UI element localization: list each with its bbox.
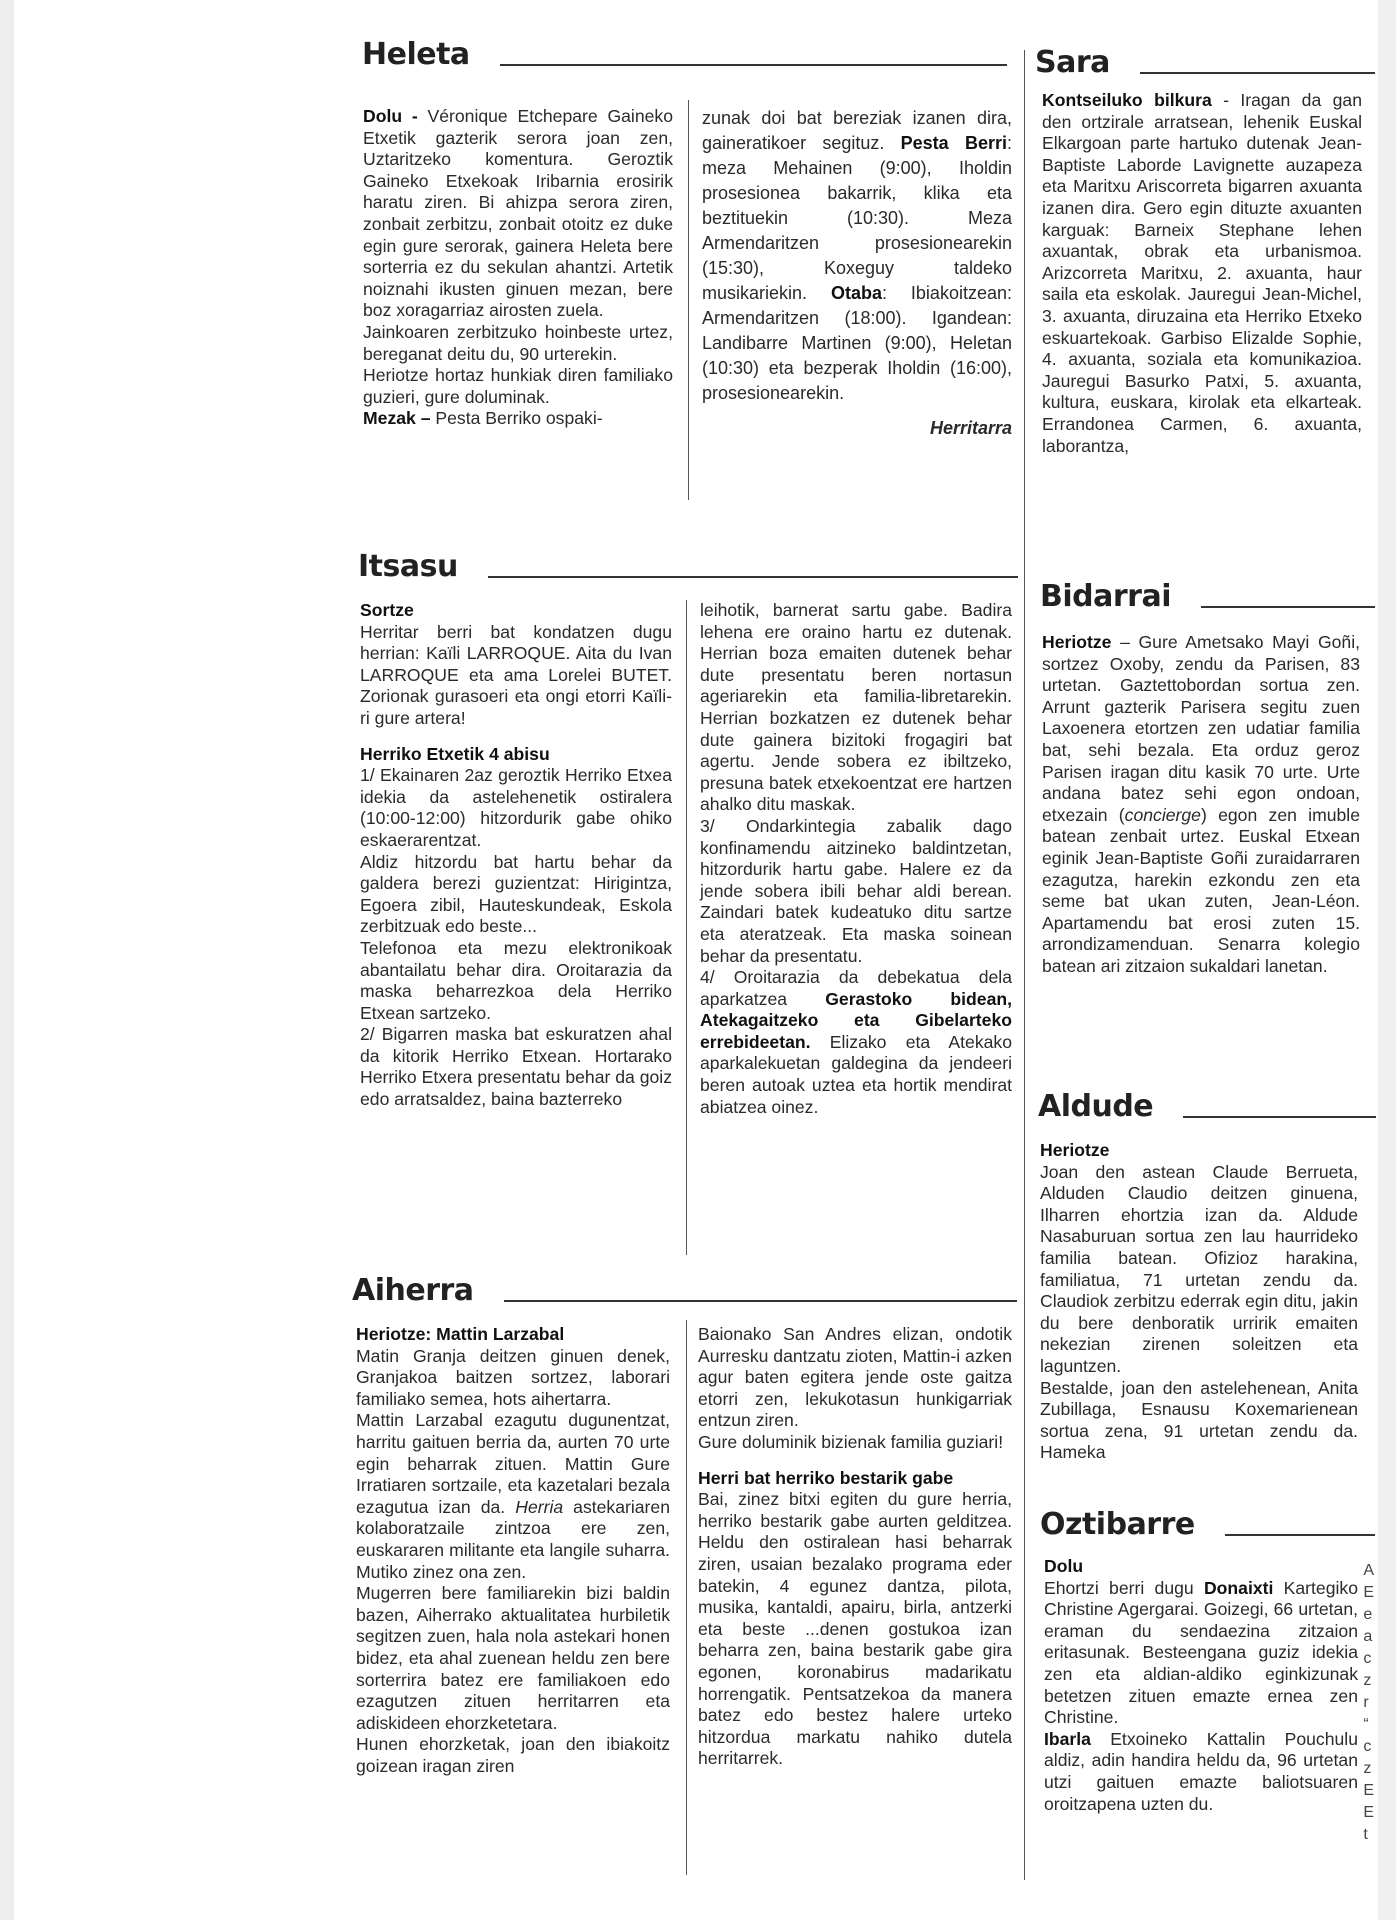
header-rule — [488, 576, 1018, 578]
paragraph: Ehortzi berri dugu Donaixti Kartegiko Christine Agergarai. Goizegi, 66 urtetan, eraman du sendaezina zitzaion eritasunak. Besteengana guziz idekia zen eta aldian-aldiko eginkizunak betetzen zituen emazte ernea zen Christine. — [1044, 1577, 1358, 1728]
section-title: Aldude — [1038, 1089, 1154, 1124]
paragraph: Aldiz hitzordu bat hartu behar da galdera berezi guzientzat: Hirigintza, Egoera zibil, Hauteskundeak, Eskola zerbitzuak edo beste... — [360, 851, 672, 937]
paragraph: Heriotze – Gure Ametsako Mayi Goñi, sortzez Oxoby, zendu da Parisen, 83 urtetan. Gaztettobordan sortua zen. Arrunt gazterik Parisera segitu zuen Laxoenera etortzen zen udatiar familia bat, sehi bezala. Eta orduz geroz Parisen iragan ditu kasik 70 urte. Urte andana batez sehi egon ondoan, etxezain (concierge) egon zen imuble batean zenbait urtez. Euskal Etxean eginik Jean-Baptiste Goñi zuraidarraren ezagutza, harekin ezkondu zen eta seme bat ukan zuten, Jean-Léon. Apartamendu bat erosi zuten 15. arrondizamenduan. Senarra kolegio batean ari zitzaion sukaldari lanetan. — [1042, 632, 1360, 976]
itsasu-column-2 — [700, 600, 1012, 1118]
heleta-column-2 — [702, 106, 1012, 441]
header-rule — [500, 64, 1007, 66]
section-aiherra-header — [352, 1273, 1017, 1308]
paragraph: Joan den astean Claude Berrueta, Alduden Claudio deitzen ginuena, Ilharren ehortzia izan da. Aldude Nasaburuan sortua zen lau haurrideko familia batean. Ofizioz harakina, familiatua, 71 urtetan zendu da. Claudiok zerbitzu ederrak egin ditu, jakin du bere denboratik urririk emaiten nekezian zirenen soleitzen eta laguntzen. — [1040, 1161, 1358, 1376]
paragraph: zunak doi bat bereziak izanen dira, gaineratikoer segituz. Pesta Berri: meza Mehainen (9:00), Iholdin prosesionea bakarrik, klika eta beztituekin (10:30). Meza Armendaritzen prosesionearekin (15:30), Koxeguy taldeko musikariekin. Otaba: Ibiakoitzean: Armendaritzen (18:00). Igandean: Landibarre Martinen (9:00), Heletan (10:30) eta bezperak Iholdin (16:00), prosesionearekin. — [702, 108, 1012, 403]
paragraph: 1/ Ekainaren 2az geroztik Herriko Etxea idekia da astelehenetik ostiralera (10:00-12:00) hitzordurik gabe ohiko eskaerarentzat. — [360, 765, 672, 850]
header-rule — [1225, 1534, 1375, 1536]
paragraph: Baionako San Andres elizan, ondotik Aurresku dantzatu zioten, Mattin-i azken agur baten egitera jende oste gaitza etorri zen, lekukotasun hunkigarriak entzun ziren. — [698, 1324, 1012, 1431]
signature: Herritarra — [929, 418, 1012, 438]
paragraph: Kontseiluko bilkura - Iragan da gan den ortzirale arratsean, lehenik Euskal Elkargoan parte hartuko dutenak Jean-Baptiste Laborde Lavignette auzapeza eta Maritxu Ariscorreta bigarren axuanta izanen dira. Gero egin dituzte axuanten karguak: Barneix Stephane lehen axuantak, obrak eta urbanismoa. Arizcorreta Maritxu, 2. axuanta, haur saila eta eskolak. Jauregui Jean-Michel, 3. axuanta, diruzaina eta Herriko Etxeko eskuartekoak. Garbiso Elizalde Sophie, 4. axuanta, soziala eta komunikazioa. Jauregui Basurko Patxi, 5. axuanta, kultura, euskara, kirolak eta elkarteak. Errandonea Carmen, 6. axuanta, laborantza, — [1042, 90, 1362, 456]
paragraph: Hunen ehorzketak, joan den ibiakoitz goizean iragan ziren — [356, 1734, 670, 1776]
header-rule — [1183, 1116, 1376, 1118]
column-divider — [686, 1320, 687, 1875]
paragraph: 2/ Bigarren maska bat eskuratzen ahal da kitorik Herriko Etxean. Hortarako Herriko Etxera presentatu behar da goiz edo arratsaldez, baina bazterreko — [360, 1024, 672, 1110]
paragraph: Herritar berri bat kondatzen dugu herrian: Kaïli LARROQUE. Aita du Ivan LARROQUE eta ama Lorelei BUTET. Zorionak gurasoeri eta ongi etorri Kaïli-ri gure artera! — [360, 621, 672, 728]
aldude-column — [1040, 1140, 1358, 1464]
paragraph: Gure doluminik bizienak familia guziari! — [698, 1431, 1004, 1452]
section-title: Itsasu — [358, 549, 458, 584]
section-title: Oztibarre — [1040, 1507, 1195, 1542]
column-divider — [688, 100, 689, 500]
paragraph: 4/ Oroitarazia da debekatua dela aparkatzea Gerastoko bidean, Atekagaitzeko eta Gibelarteko errebideetan. Elizako eta Atekako aparkalekuetan galdegina da jendeeri beren autoak uztea eta hortik mendirat abiatzea oinez. — [700, 967, 1012, 1117]
section-aldude-header — [1038, 1089, 1376, 1124]
section-title: Heleta — [362, 37, 470, 72]
subheading: Sortze — [360, 600, 414, 620]
paragraph: leihotik, barnerat sartu gabe. Badira lehena ere oraino hartu ez dutenak. Herrian boza emaiten dutenek behar dute presentatu beren nortasun ageriarekin eta familia-libretarekin. Herrian bozkatzen ez dutenek behar dute gainera bizitoki frogagiri bat agertu. Jende sobera ez ibiltzeko, presuna batek etxekoentzat ere hartzen ahalko ditu maskak. — [700, 600, 1012, 815]
subheading: Herri bat herriko bestarik gabe — [698, 1467, 954, 1488]
paragraph: Matin Granja deitzen ginuen denek, Granjakoa baitzen sortzez, laborari familiako semea, hots aihertarra. — [356, 1345, 670, 1409]
header-rule — [1201, 606, 1375, 608]
section-title: Sara — [1035, 45, 1110, 80]
paragraph: Mezak – Pesta Berriko ospaki- — [363, 408, 603, 429]
subheading: Dolu — [1044, 1556, 1084, 1576]
paragraph: Bestalde, joan den astelehenean, Anita Zubillaga, Esnausu Koxemarienean sortua zena, 91 urtetan zendu da. Hameka — [1040, 1377, 1358, 1463]
section-bidarrai-header — [1040, 579, 1375, 614]
itsasu-column-1 — [360, 600, 672, 1111]
bidarrai-column — [1042, 632, 1360, 978]
subheading: Heriotze: Mattin Larzabal — [356, 1324, 565, 1344]
paragraph: Dolu - Véronique Etchepare Gaineko Etxetik gazterik serora joan zen, Uztaritzeko komentura. Geroztik Gaineko Etxekoak Iribarnia erosirik haratu ziren. Bi ahizpa serora ziren, zonbait zerbitzu, zonbait otoitz ez duke egin gure serorak, gainera Heleta bere sorterria ez du sekulan ahantzi. Artetik noiznahi ikusten ginuen mezan, bere boz xoragarriaz airosten zuela. — [363, 106, 673, 321]
scan-edge-right — [1378, 0, 1396, 1920]
column-divider — [686, 600, 687, 1255]
paragraph: Heriotze hortaz hunkiak diren familiako guzieri, gure doluminak. — [363, 365, 673, 407]
section-itsasu-header — [358, 549, 1018, 584]
sara-column — [1042, 90, 1362, 457]
paragraph: 3/ Ondarkintegia zabalik dago konfinamendu aitzineko baldintzetan, hitzordurik hartu gabe. Halere ez da jende sobera ibili behar aldi berean. Zaindari batek kudeatuko ditu sartze eta ateratzeak. Eta maska soinean behar da presentatu. — [700, 815, 1012, 966]
section-divider — [1024, 50, 1025, 1880]
section-heleta-header — [362, 37, 1007, 72]
paragraph: Jainkoaren zerbitzuko hoinbeste urtez, bereganat deitu du, 90 urterekin. — [363, 321, 673, 364]
subheading: Heriotze — [1040, 1140, 1110, 1160]
section-title: Bidarrai — [1040, 579, 1171, 614]
section-oztibarre-header — [1040, 1507, 1375, 1542]
paragraph: Telefonoa eta mezu elektronikoak abantailatu behar dira. Oroitarazia da maska beharrezkoa dela Herriko Etxean sartzeko. — [360, 937, 672, 1023]
aiherra-column-2 — [698, 1324, 1012, 1770]
cutoff-margin-text: A E e a c z r “ c z E E t — [1363, 1562, 1374, 1843]
scan-edge-left — [0, 0, 14, 1920]
section-sara-header — [1035, 45, 1375, 80]
subheading: Herriko Etxetik 4 abisu — [360, 743, 550, 764]
paragraph: Mattin Larzabal ezagutu dugunentzat, harritu gaituen berria da, aurten 70 urte egin beharrak zituen. Mattin Gure Irratiaren sortzaile, eta kazetalari bezala ezagutua izan da. Herria astekariaren kolaboratzaile zintzoa ere zen, euskararen militante eta langile suharra. Mutiko zinez ona zen. — [356, 1410, 670, 1582]
header-rule — [1140, 72, 1375, 74]
oztibarre-column — [1044, 1556, 1358, 1815]
heleta-column-1 — [363, 106, 673, 430]
paragraph: Ibarla Etxoineko Kattalin Pouchulu aldiz, adin handira heldu da, 96 urtetan utzi gaituen emazte baliotsuaren oroitzapena uzten du. — [1044, 1728, 1358, 1814]
section-title: Aiherra — [352, 1273, 474, 1308]
paragraph: Mugerren bere familiarekin bizi baldin bazen, Aiherrako aktualitatea hurbiletik segitzen zuen, hala nola astekari honen bidez, eta ahal zuenean heldu zen bere sorterrira batez ere familiakoen edo ezagutzen zituen herritarren eta adiskideen ehorzketetara. — [356, 1583, 670, 1733]
header-rule — [504, 1300, 1017, 1302]
paragraph: Bai, zinez bitxi egiten du gure herria, herriko bestarik gabe aurten gelditzea. Heldu den ostiralean hasi beharrak ziren, usaian bezalako programa eder batekin, 4 egunez dantza, pilota, musika, kantaldi, apairu, birla, antzerki eta beste ...denen gostukoa izan beharra zen, baina bestarik gabe gira egonen, koronabirus madarikatu horrengatik. Pentsatzekoa da manera batez edo bestez halere urteko hitzordua markatu nahiko dutela herritarrek. — [698, 1489, 1012, 1769]
aiherra-column-1 — [356, 1324, 670, 1777]
